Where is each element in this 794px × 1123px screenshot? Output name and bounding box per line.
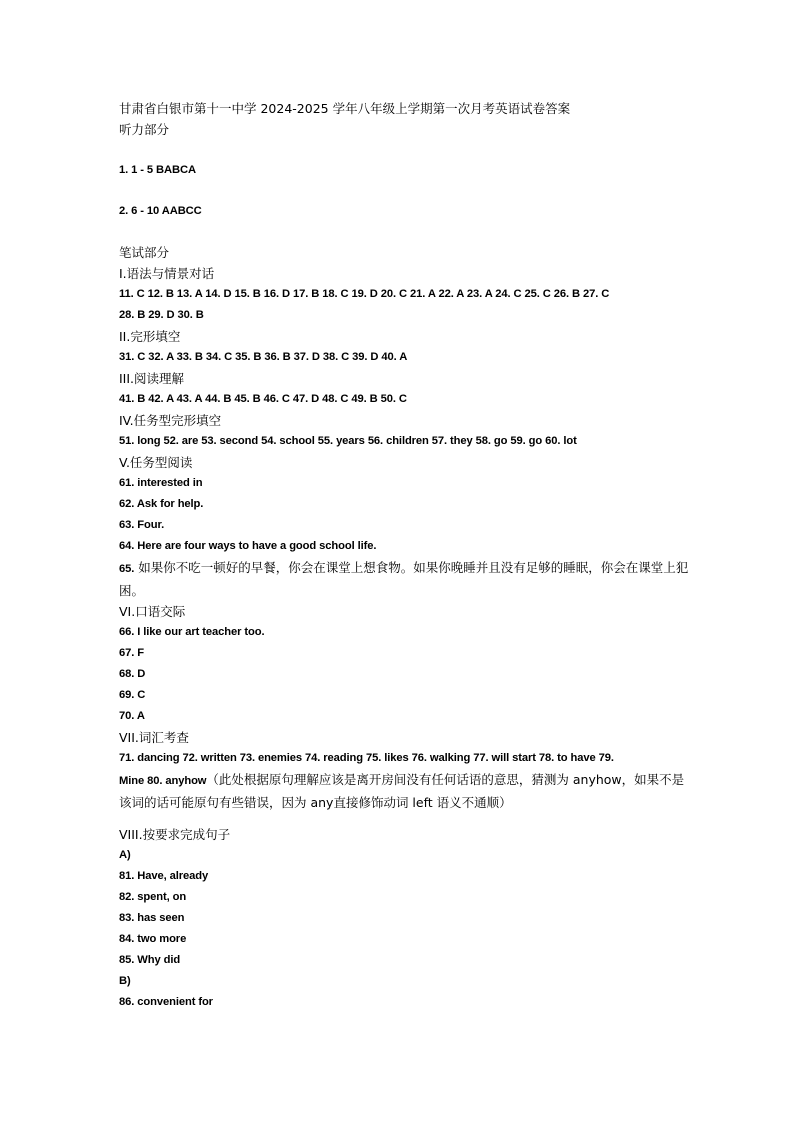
section-7-answers-line-2 xyxy=(119,769,689,813)
answer-61: 61. interested in xyxy=(119,477,203,489)
part-b-label: B) xyxy=(119,975,131,987)
section-2-heading: II.完形填空 xyxy=(119,329,181,344)
section-1-heading: I.语法与情景对话 xyxy=(119,266,215,281)
spacer xyxy=(119,222,689,242)
answer-68: 68. D xyxy=(119,668,146,680)
section-5-heading: V.任务型阅读 xyxy=(119,455,193,470)
section-6-heading: VI.口语交际 xyxy=(119,604,186,619)
answer-63: 63. Four. xyxy=(119,519,165,531)
section-3-answers: 41. B 42. A 43. A 44. B 45. B 46. C 47. D 48. C 49. B 50. C xyxy=(119,393,407,405)
answer-sheet-page xyxy=(119,98,689,1013)
section-3-heading: III.阅读理解 xyxy=(119,371,185,386)
answer-70: 70. A xyxy=(119,710,145,722)
section-7-answers-tail: Mine 80. anyhow xyxy=(119,775,207,787)
answer-66: 66. I like our art teacher too. xyxy=(119,626,265,638)
part-a-label: A) xyxy=(119,849,131,861)
spacer xyxy=(119,181,689,201)
answer-69: 69. C xyxy=(119,689,146,701)
answer-85: 85. Why did xyxy=(119,954,181,966)
section-4-answers: 51. long 52. are 53. second 54. school 55. years 56. children 57. they 58. go 59. go 60. lot xyxy=(119,435,577,447)
answer-84: 84. two more xyxy=(119,933,187,945)
section-2-answers: 31. C 32. A 33. B 34. C 35. B 36. B 37. D 38. C 39. D 40. A xyxy=(119,351,408,363)
spacer xyxy=(119,813,689,824)
answer-83: 83. has seen xyxy=(119,912,185,924)
answer-64: 64. Here are four ways to have a good school life. xyxy=(119,540,377,552)
answer-65-text: 如果你不吃一顿好的早餐，你会在课堂上想食物。如果你晚睡并且没有足够的睡眠，你会在课堂上犯困。 xyxy=(119,560,689,598)
section-4-heading: IV.任务型完形填空 xyxy=(119,413,222,428)
answer-67: 67. F xyxy=(119,647,144,659)
section-7-note: （此处根据原句理解应该是离开房间没有任何话语的意思，猜测为 anyhow，如果不是该词的话可能原句有些错误，因为 any直接修饰动词 left 语义不通顺） xyxy=(119,772,685,810)
answer-81: 81. Have, already xyxy=(119,870,209,882)
answer-65 xyxy=(119,557,689,601)
answer-62: 62. Ask for help. xyxy=(119,498,204,510)
answer-82: 82. spent, on xyxy=(119,891,187,903)
listening-heading: 听力部分 xyxy=(119,122,170,137)
spacer xyxy=(119,140,689,160)
section-7-answers-line-1: 71. dancing 72. written 73. enemies 74. reading 75. likes 76. walking 77. will start 78. to have 79. xyxy=(119,752,614,764)
written-heading: 笔试部分 xyxy=(119,245,170,260)
section-1-answers-line-2: 28. B 29. D 30. B xyxy=(119,309,204,321)
section-8-heading: VIII.按要求完成句子 xyxy=(119,827,231,842)
document-title: 甘肃省白银市第十一中学 2024-2025 学年八年级上学期第一次月考英语试卷答案 xyxy=(119,101,571,116)
section-1-answers-line-1: 11. C 12. B 13. A 14. D 15. B 16. D 17. B 18. C 19. D 20. C 21. A 22. A 23. A 24. C 25. C 26. B 27. C xyxy=(119,288,610,300)
answer-65-number: 65. xyxy=(119,563,135,575)
section-7-heading: VII.词汇考查 xyxy=(119,730,189,745)
listening-answer-1: 1. 1 - 5 BABCA xyxy=(119,164,196,176)
answer-86: 86. convenient for xyxy=(119,996,213,1008)
listening-answer-2: 2. 6 - 10 AABCC xyxy=(119,205,202,217)
